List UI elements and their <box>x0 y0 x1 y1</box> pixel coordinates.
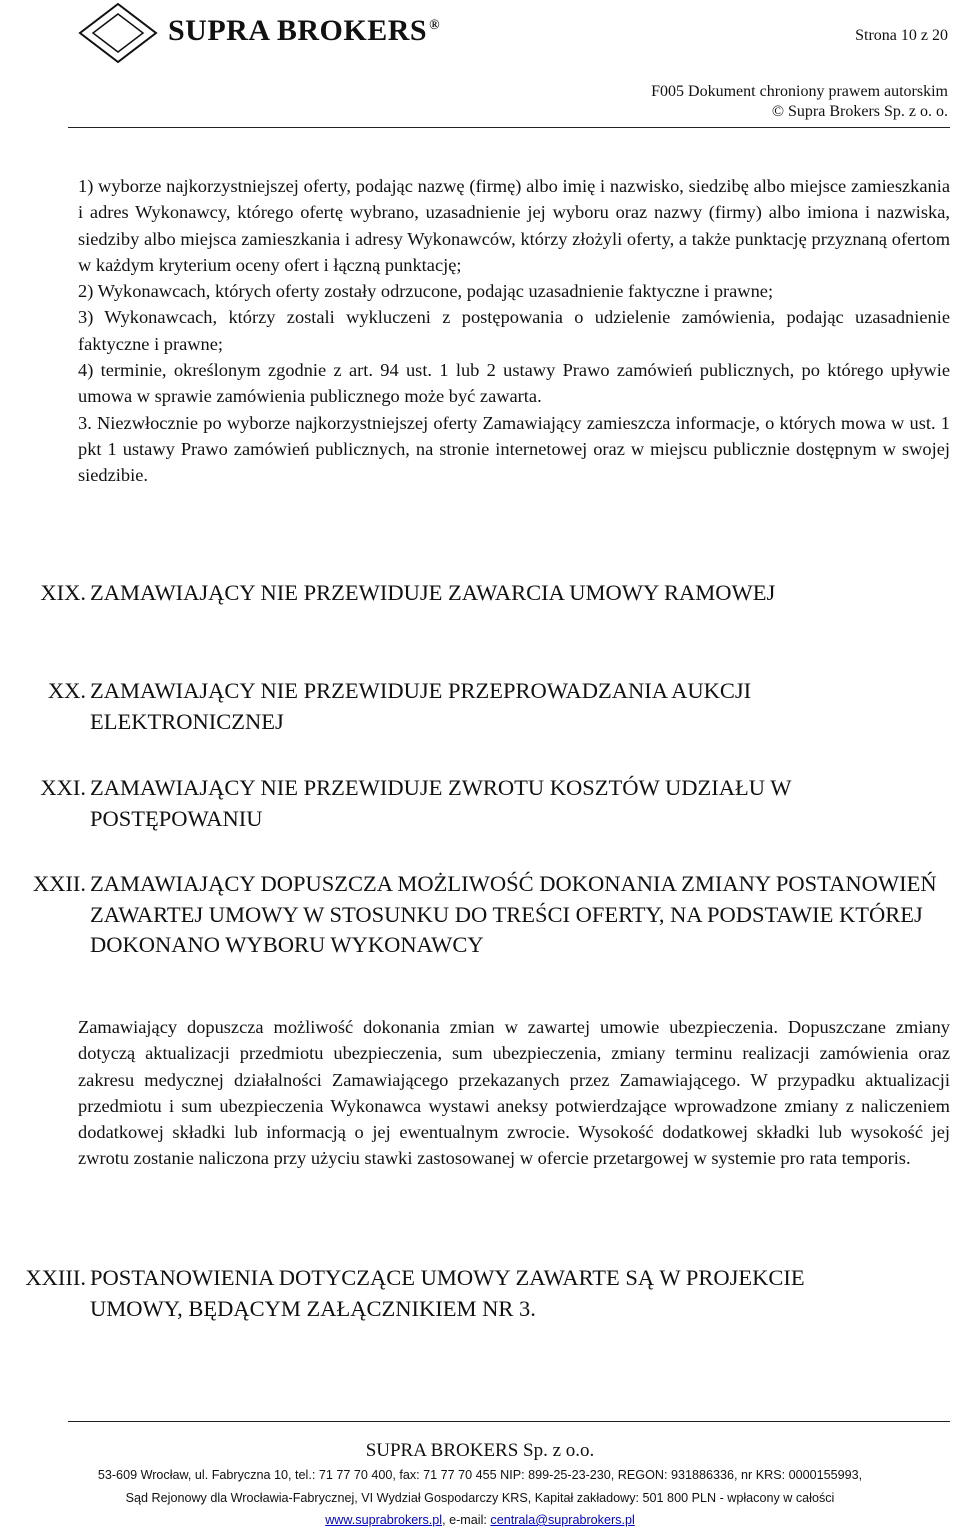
section-title: ZAMAWIAJĄCY NIE PRZEWIDUJE ZAWARCIA UMOWY RAMOWEJ <box>90 580 776 605</box>
section-title: ZAMAWIAJĄCY DOPUSZCZA MOŻLIWOŚĆ DOKONANIA ZMIANY POSTANOWIEŃ ZAWARTEJ UMOWY W STOSUNKU DO TREŚCI OFERTY, NA PODSTAWIE KTÓREJ DOKONANO WYBORU WYKONAWCY <box>90 871 937 957</box>
supra-brokers-logo-icon <box>78 2 158 64</box>
email-link[interactable]: centrala@suprabrokers.pl <box>490 1513 635 1527</box>
header-divider <box>68 127 950 128</box>
section-number: XXII. <box>32 871 86 896</box>
footer-court-info: Sąd Rejonowy dla Wrocławia-Fabrycznej, VI Wydział Gospodarczy KRS, Kapitał zakładowy: 501 800 PLN - wpłacony w całości <box>125 1491 835 1505</box>
section-title: ZAMAWIAJĄCY NIE PRZEWIDUJE ZWROTU KOSZTÓW UDZIAŁU W POSTĘPOWANIU <box>90 775 792 831</box>
website-link[interactable]: www.suprabrokers.pl <box>325 1513 443 1527</box>
section-title: POSTANOWIENIA DOTYCZĄCE UMOWY ZAWARTE SĄ W PROJEKCIE UMOWY, BĘDĄCYM ZAŁĄCZNIKIEM NR 3. <box>90 1265 805 1321</box>
paragraph-1: 1) wyborze najkorzystniejszej oferty, podając nazwę (firmę) albo imię i nazwisko, siedzibę albo miejsce zamieszkania i adres Wykonawcy, którego ofertę wybrano, uzasadnienie jej wyboru oraz nazwy (firmy) albo imiona i nazwiska, siedziby albo miejsca zamieszkania i adresy Wykonawców, którzy złożyli oferty, a także punktację przyznaną ofertom w każdym kryterium oceny ofert i łączną punktację; <box>78 176 950 275</box>
section-xxii-body <box>78 1014 950 1172</box>
section-number: XXI. <box>40 775 86 800</box>
email-label: , e-mail: <box>442 1513 491 1527</box>
footer-divider <box>68 1421 950 1422</box>
paragraph-3: 3) Wykonawcach, którzy zostali wykluczeni z postępowania o udzielenie zamówienia, podając uzasadnienie faktyczne i prawne; <box>78 307 950 354</box>
copyright-owner: © Supra Brokers Sp. z o. o. <box>771 103 948 120</box>
footer-company: SUPRA BROKERS Sp. z o.o. <box>365 1440 595 1461</box>
section-number: XX. <box>47 678 86 703</box>
page-number: Strona 10 z 20 <box>855 27 948 44</box>
registered-mark: ® <box>429 18 441 33</box>
paragraph-5: 3. Niezwłocznie po wyborze najkorzystniejszej oferty Zamawiający zamieszcza informacje, o których mowa w ust. 1 pkt 1 ustawy Prawo zamówień publicznych, na stronie internetowej oraz w miejscu publicznie dostępnym w swojej siedzibie. <box>78 412 950 486</box>
paragraph-4: 4) terminie, określonym zgodnie z art. 94 ust. 1 lub 2 ustawy Prawo zamówień publicznych, po którego upływie umowa w sprawie zamówienia publicznego może być zawarta. <box>78 360 950 407</box>
section-number: XIX. <box>40 580 86 605</box>
footer-address: 53-609 Wrocław, ul. Fabryczna 10, tel.: 71 77 70 400, fax: 71 77 70 455 NIP: 899-25-23-230, REGON: 931886336, nr KRS: 0000155993, <box>97 1468 863 1482</box>
section-xxii-paragraph: Zamawiający dopuszcza możliwość dokonania zmian w zawartej umowie ubezpieczenia. Dopuszczane zmiany dotyczą aktualizacji przedmiotu ubezpieczenia, sum ubezpieczenia, zmiany terminu realizacji zamówienia oraz zakresu medycznej działalności Zamawiającego przekazanych przez Zamawiającego. W przypadku aktualizacji przedmiotu i sum ubezpieczenia Wykonawca wystawi aneksy potwierdzające wprowadzone zmiany z naliczeniem dodatkowej składki lub informacją o jej ewentualnym zwrocie. Wysokość dodatkowej składki lub wysokość jej zwrotu zostanie naliczona przy użyciu stawki zastosowanej w ofercie przetargowej w systemie pro rata temporis. <box>78 1017 950 1169</box>
brand-name: SUPRA BROKERS ® <box>168 14 441 47</box>
paragraph-2: 2) Wykonawcach, których oferty zostały odrzucone, podając uzasadnienie faktyczne i prawne; <box>78 281 774 302</box>
section-number: XXIII. <box>25 1265 86 1290</box>
intro-text <box>78 173 950 489</box>
footer-contact <box>0 1513 960 1527</box>
section-title: ZAMAWIAJĄCY NIE PRZEWIDUJE PRZEPROWADZANIA AUKCJI ELEKTRONICZNEJ <box>90 678 752 734</box>
copyright-notice: F005 Dokument chroniony prawem autorskim <box>651 83 948 100</box>
